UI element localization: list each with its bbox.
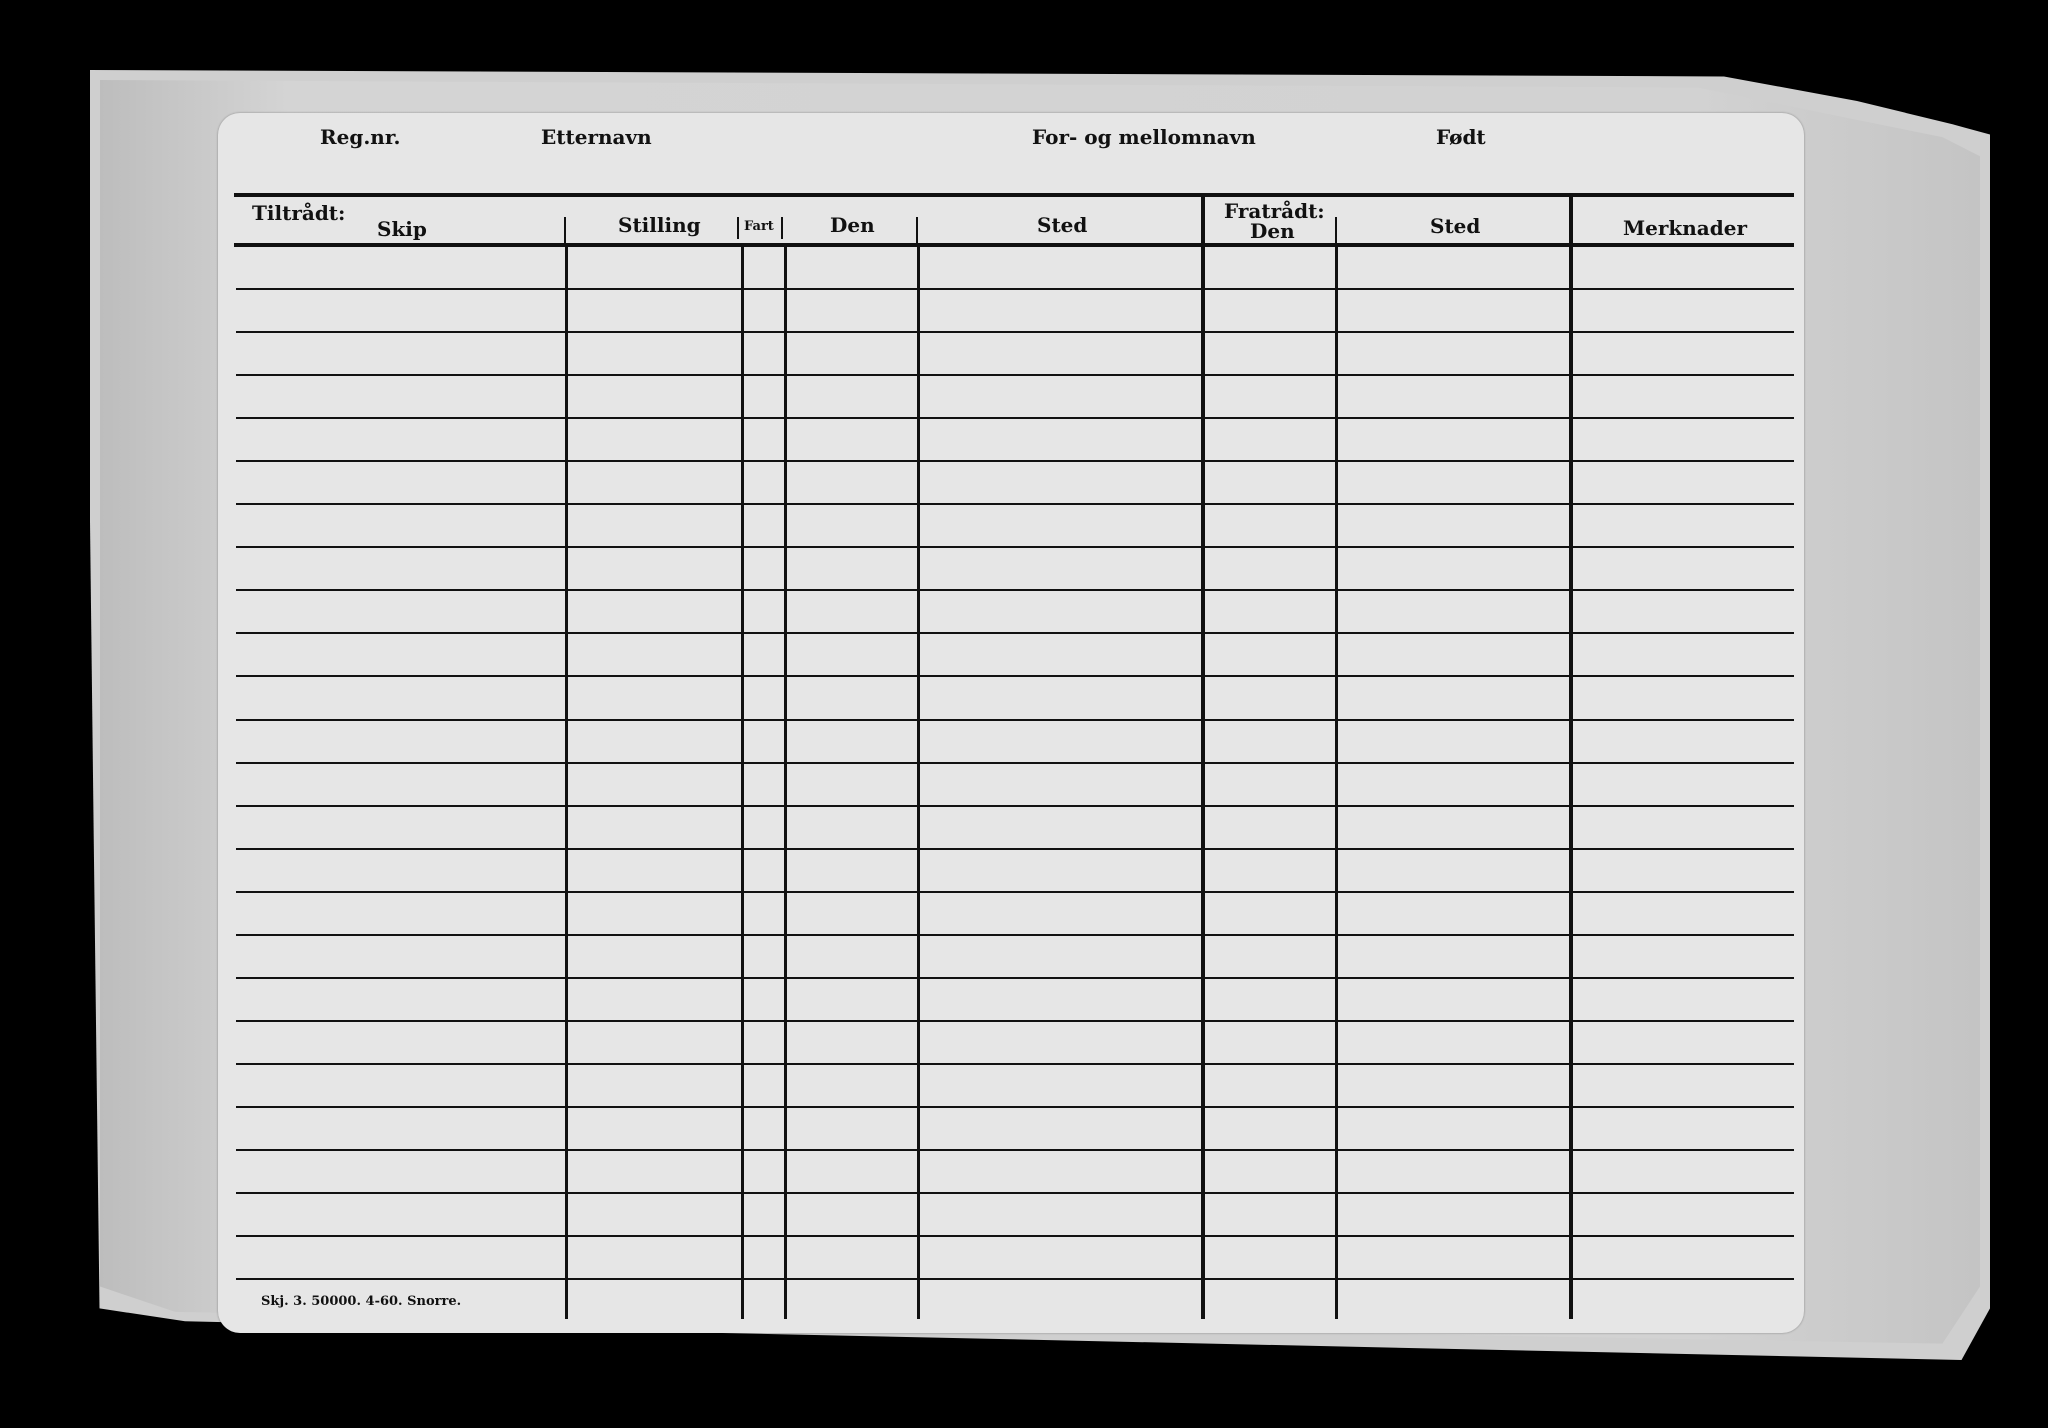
row-rule (236, 417, 1794, 419)
row-rule (236, 374, 1794, 376)
merknader-header: Merknader (1623, 216, 1748, 240)
den-header: Den (830, 213, 875, 237)
skip-header: Skip (377, 217, 427, 241)
fodt-label: Født (1436, 125, 1486, 149)
row-rule (236, 1020, 1794, 1022)
fratradt-label: Fratrådt: (1224, 199, 1325, 223)
column-divider (1335, 247, 1338, 1319)
reg-nr-label: Reg.nr. (320, 125, 401, 149)
row-rule (236, 762, 1794, 764)
row-rule (236, 977, 1794, 979)
tiltradt-label: Tiltrådt: (252, 201, 346, 225)
row-rule (236, 1192, 1794, 1194)
column-divider (565, 247, 568, 1319)
for-og-mellomnavn-label: For- og mellomnavn (1032, 125, 1256, 149)
stilling-header: Stilling (618, 213, 701, 237)
row-rule (236, 331, 1794, 333)
row-rule (236, 848, 1794, 850)
row-rule (236, 460, 1794, 462)
form-footer: Skj. 3. 50000. 4-60. Snorre. (261, 1294, 462, 1309)
row-rule (236, 675, 1794, 677)
header-top-rule (234, 193, 1794, 197)
header-divider (781, 217, 783, 239)
row-rule (236, 1278, 1794, 1280)
row-rule (236, 589, 1794, 591)
header-divider (916, 217, 918, 243)
row-rule (236, 805, 1794, 807)
column-divider (784, 247, 787, 1319)
row-rule (236, 632, 1794, 634)
row-rule (236, 1063, 1794, 1065)
column-divider (917, 247, 920, 1319)
row-rule (236, 719, 1794, 721)
row-rule (236, 1235, 1794, 1237)
fratradt-sted-header: Sted (1430, 214, 1481, 238)
header-divider (564, 217, 566, 243)
index-card (218, 113, 1804, 1333)
row-rule (236, 934, 1794, 936)
row-rule (236, 1106, 1794, 1108)
etternavn-label: Etternavn (541, 125, 652, 149)
header-divider (737, 217, 739, 239)
row-rule (236, 1149, 1794, 1151)
row-rule (236, 503, 1794, 505)
fratradt-den-header: Den (1250, 219, 1295, 243)
column-divider (741, 247, 744, 1319)
header-bottom-rule (234, 243, 1794, 247)
sted-header: Sted (1037, 213, 1088, 237)
row-rule (236, 288, 1794, 290)
fart-header: Fart (744, 219, 774, 234)
row-rule (236, 546, 1794, 548)
row-rule (236, 891, 1794, 893)
header-divider (1335, 217, 1337, 243)
